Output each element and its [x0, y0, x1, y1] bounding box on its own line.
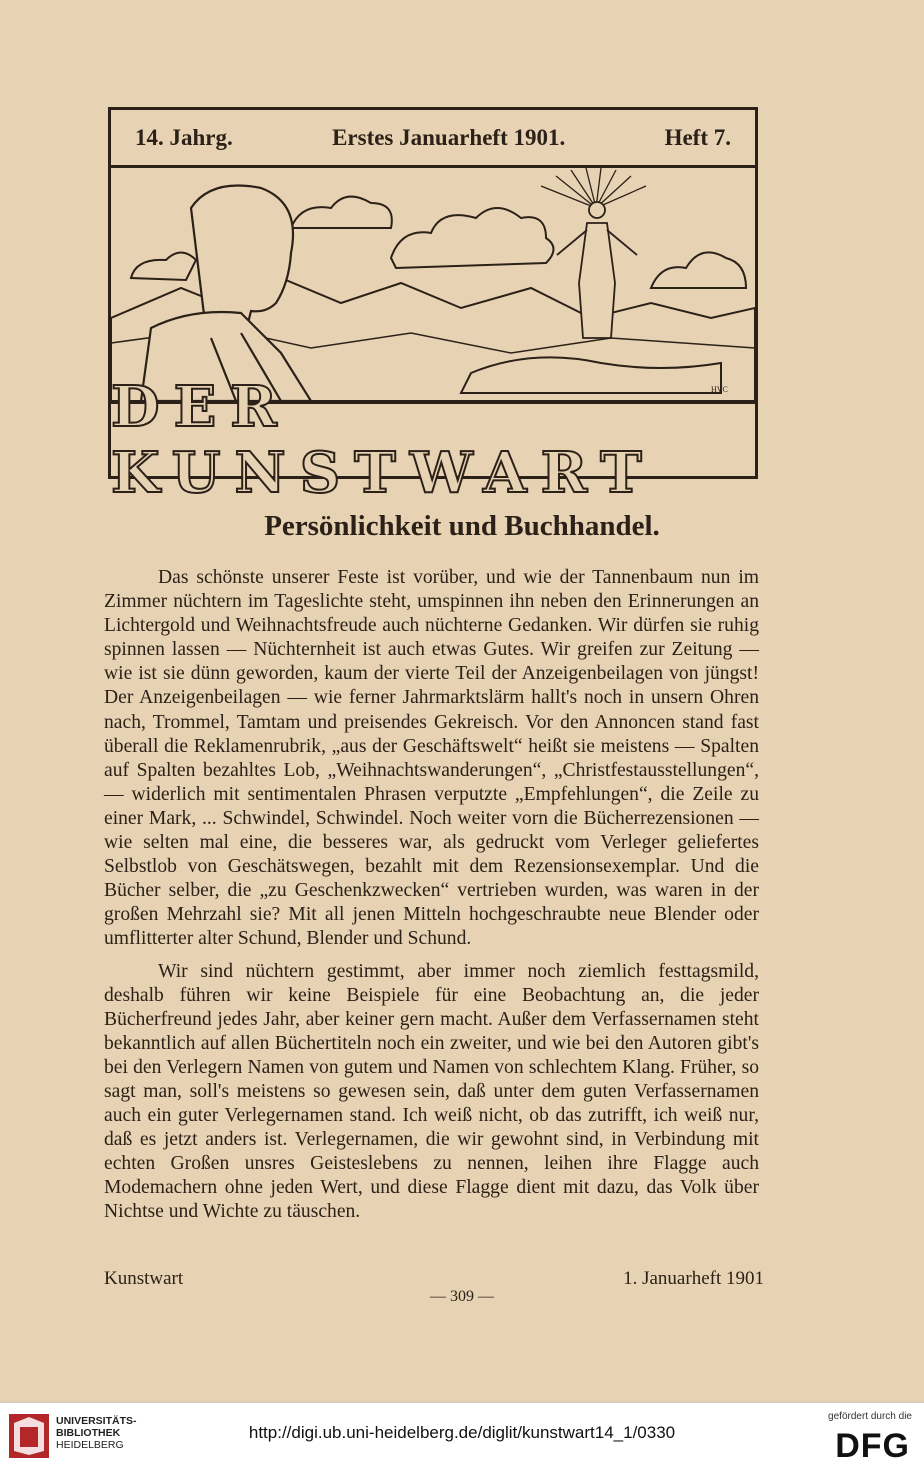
paragraph-2: Wir sind nüchtern gestimmt, aber immer noch ziemlich festtagsmild, deshalb führen wir keine Beispiele für eine Beobachtung an, die jeder Bücherfreund jedes Jahr, aber keiner gern macht. Außer dem Verfassernamen steht bekanntlich auf allen Büchertiteln noch ein zweiter, und wie bei den Autoren gibt's bei den Verlegern Namen von gutem und Namen von schlechtem Klang. Früher, so sagt man, soll's meistens so gewesen sein, daß unter dem guten Verfassernamen auch ein guter Verlegernamen stand. Ich weiß nicht, ob das zutrifft, ich weiß nur, daß es jetzt anders ist. Verlegernamen, die wir gewohnt sind, in Verbindung mit echten Großen unsres Geisteslebens zu nennen, leihen ihre Flagge auch Modemachern ohne jeden Wert, und diese Flagge dient mit dazu, das Volk über Nichtse und Wichte zu täuschen.	[104, 960, 759, 1223]
running-footer-right: 1. Januarheft 1901	[623, 1268, 764, 1289]
article-body	[104, 566, 759, 1225]
masthead-info-row	[111, 110, 755, 168]
institution-line-1: UNIVERSITÄTS-	[56, 1415, 137, 1427]
illustration-svg	[111, 168, 755, 401]
paragraph-1: Das schönste unserer Feste ist vorüber, und wie der Tannenbaum nun im Zimmer nüchtern im Tageslichte steht, umspinnen ihn neben den Erinnerungen an Lichtergold und Weihnachtsfreude auch nüchterne Gedanken. Wir dürfen sie ruhig spinnen lassen — Nüchternheit ist auch etwas Gutes. Wir greifen zur Zeitung — wie ist sie dünn geworden, kaum der vierte Teil der Anzeigenbeilagen von jüngst! Der Anzeigenbeilagen — wie ferner Jahrmarktslärm hallt's noch in unsern Ohren nach, Trommel, Tamtam und preisendes Gekreisch. Vor den Annoncen stand fast überall die Reklamenrubrik, „aus der Geschäftswelt“ heißt sie meistens — Spalten auf Spalten bezahltes Lob, „Weihnachtswanderungen“, „Christfestausstellungen“, — widerlich mit sentimentalen Phrasen verputzte „Empfehlungen“, die Zeile zu einer Mark, ... Schwindel, Schwindel. Noch weiter vorn die Bücherrezensionen — wie selten mal eine, die besseres war, als gedruckt vom Verleger geliefertes Selbstlob von Geschätswegen, bezahlt mit dem Rezensionsexemplar. Und die Bücher selber, die „zu Geschenkzwecken“ vertrieben wurden, was waren in der großen Mehrzahl sie? Mit all jenen Mitteln hochgeschraubte neue Blender oder umflitterter alter Schund, Blender und Schund.	[104, 567, 759, 950]
page-number: — 309 —	[430, 1288, 494, 1305]
article-title: Persönlichkeit und Buchhandel.	[264, 510, 660, 542]
issue-title: Erstes Januarheft 1901.	[332, 124, 566, 150]
dfg-logo: DFG	[835, 1427, 910, 1465]
institution-line-3: HEIDELBERG	[56, 1439, 124, 1451]
permalink[interactable]: http://digi.ub.uni-heidelberg.de/diglit/kunstwart14_1/0330	[248, 1423, 676, 1442]
digitization-bar	[0, 1402, 924, 1469]
funder-caption: gefördert durch die	[828, 1411, 912, 1422]
volume-year: 14. Jahrg.	[135, 124, 233, 150]
issue-number: Heft 7.	[664, 124, 731, 150]
masthead-illustration	[111, 168, 755, 404]
masthead	[108, 107, 758, 506]
institution-line-2: BIBLIOTHEK	[56, 1427, 121, 1439]
artist-monogram: HVC	[711, 385, 728, 394]
journal-title: DER KUNSTWART	[111, 374, 656, 506]
running-footer-left: Kunstwart	[104, 1268, 184, 1289]
